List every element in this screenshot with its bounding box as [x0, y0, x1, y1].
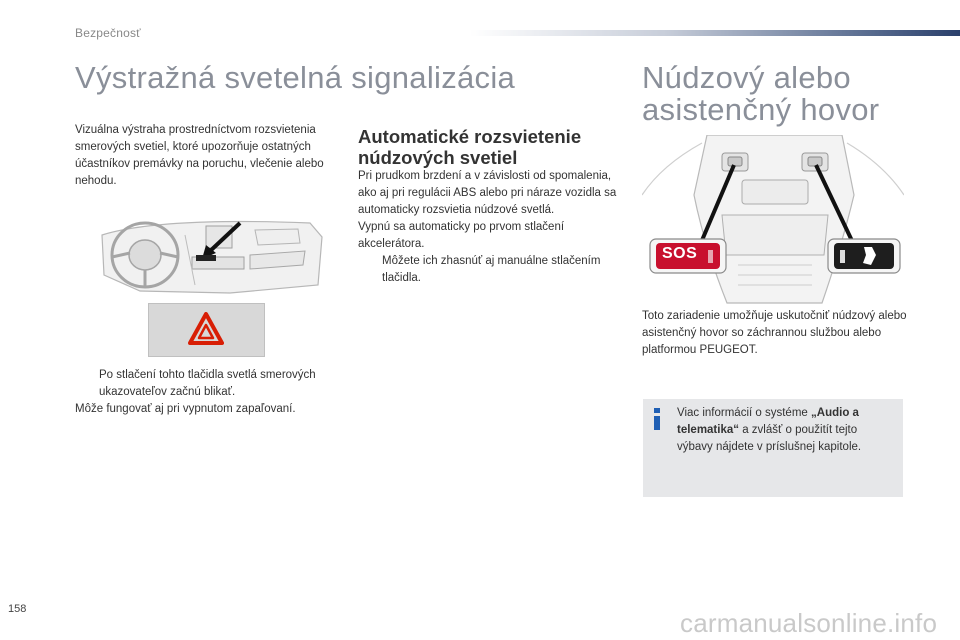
auto-hazard-bullet-item [358, 253, 620, 287]
section-label: Bezpečnosť [75, 26, 141, 40]
page-number: 158 [8, 603, 27, 615]
info-text-post: a zvlášť o použitít tejto výbavy nájdete v príslušnej kapitole. [677, 424, 862, 453]
info-text-bold: „Audio a telematika“ [677, 407, 859, 436]
auto-hazard-para1: Pri prudkom brzdení a v závislosti od spomalenia, ako aj pri regulácii ABS alebo pri náraze vozidla sa automaticky rozsvietia núdzové svetlá. [358, 170, 617, 216]
hazard-bullet-text: Po stlačení tohto tlačidla svetlá smerových ukazovateľov začnú blikať. [99, 369, 316, 398]
auto-hazard-heading [358, 126, 618, 168]
emergency-call-title-line1: Núdzový alebo [642, 60, 851, 95]
watermark: carmanualsonline.info [680, 608, 938, 638]
info-icon [651, 408, 663, 430]
hazard-intro-text: Vizuálna výstraha prostredníctvom rozsvietenia smerových svetiel, ktoré upozorňuje ostatných účastníkov premávky na poruchu, vlečenie alebo nehodu. [75, 124, 324, 187]
hazard-lights-title: Výstražná svetelná signalizácia [75, 60, 516, 95]
auto-hazard-heading-line1: Automatické rozsvietenie [358, 126, 582, 147]
auto-hazard-bullet-text: Môžete ich zhasnúť aj manuálne stlačením tlačidla. [382, 255, 601, 284]
auto-hazard-text [358, 168, 620, 287]
dashboard-illustration [100, 205, 325, 297]
auto-hazard-heading-line2: núdzových svetiel [358, 147, 518, 168]
hazard-instructions [75, 367, 345, 418]
info-text [677, 405, 892, 456]
info-text-pre: Viac informácií o systéme [677, 407, 812, 419]
hazard-triangle-icon [188, 312, 224, 346]
auto-hazard-para2: Vypnú sa automaticky po prvom stlačení akcelerátora. [358, 221, 565, 250]
emergency-call-title-line2: asistenčný hovor [642, 92, 880, 127]
header-gradient-bar [470, 30, 960, 36]
overhead-console-illustration [642, 135, 904, 305]
emergency-call-title [642, 62, 879, 126]
hazard-bullet-item [75, 367, 345, 401]
sos-button-label: SOS [662, 245, 698, 262]
hazard-note-text: Môže fungovať aj pri vypnutom zapaľovaní. [75, 403, 296, 415]
emergency-call-text: Toto zariadenie umožňuje uskutočniť núdzový alebo asistenčný hovor so záchrannou službou alebo platformou PEUGEOT. [642, 310, 907, 356]
